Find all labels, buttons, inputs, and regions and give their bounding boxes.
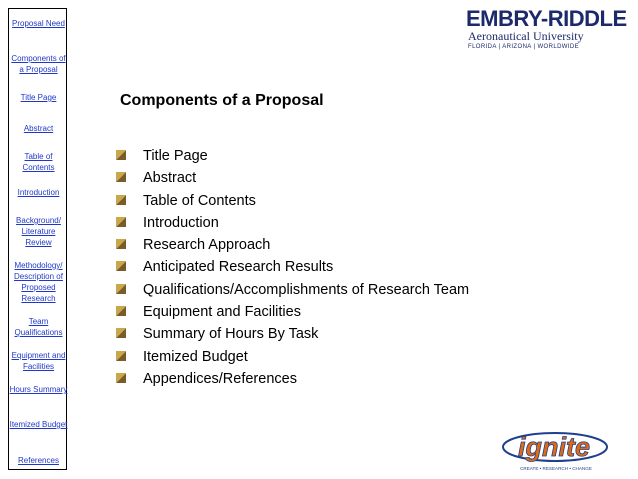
bullet-icon bbox=[116, 195, 126, 205]
sidebar-item-title-page[interactable]: Title Page bbox=[20, 93, 57, 102]
bullet-icon bbox=[116, 373, 126, 383]
ignite-logo bbox=[500, 425, 608, 473]
bullet-text: Research Approach bbox=[143, 237, 271, 254]
sidebar-item-proposal-need[interactable]: Proposal Need bbox=[12, 19, 65, 28]
sidebar-item-abstract[interactable]: Abstract bbox=[23, 124, 54, 133]
sidebar-item-introduction[interactable]: Introduction bbox=[17, 188, 60, 197]
bullet-text: Abstract bbox=[143, 170, 197, 187]
list-item bbox=[116, 370, 469, 392]
list-item bbox=[116, 147, 469, 169]
bullet-icon bbox=[116, 150, 126, 160]
bullet-icon bbox=[116, 217, 126, 227]
bullet-icon bbox=[116, 284, 126, 294]
list-item bbox=[116, 192, 469, 214]
sidebar-item-hours-summary[interactable]: Hours Summary bbox=[9, 385, 68, 394]
list-item bbox=[116, 169, 469, 191]
bullet-icon bbox=[116, 239, 126, 249]
bullet-text: Appendices/References bbox=[143, 370, 297, 387]
bullet-text: Anticipated Research Results bbox=[143, 259, 334, 276]
bullet-icon bbox=[116, 351, 126, 361]
bullet-icon bbox=[116, 172, 126, 182]
list-item bbox=[116, 303, 469, 325]
sidebar-item-team-qualifications[interactable]: Team Qualifications bbox=[14, 317, 63, 337]
list-item bbox=[116, 348, 469, 370]
sidebar-item-methodology[interactable]: Methodology/ Description of Proposed Research bbox=[14, 261, 63, 303]
logo-name: EMBRY-RIDDLE bbox=[466, 6, 627, 31]
bullet-text: Table of Contents bbox=[143, 192, 256, 209]
page-title: Components of a Proposal bbox=[120, 92, 324, 109]
ignite-word: ignite bbox=[518, 432, 590, 462]
embry-riddle-logo bbox=[466, 6, 627, 52]
sidebar-item-table-of-contents[interactable]: Table of Contents bbox=[22, 152, 55, 172]
list-item bbox=[116, 236, 469, 258]
sidebar-nav bbox=[8, 8, 67, 470]
bullet-text: Itemized Budget bbox=[143, 348, 248, 365]
bullet-icon bbox=[116, 328, 126, 338]
bullet-icon bbox=[116, 261, 126, 271]
sidebar-item-references[interactable]: References bbox=[18, 456, 59, 465]
bullet-text: Introduction bbox=[143, 214, 219, 231]
sidebar-item-components[interactable]: Components of a Proposal bbox=[11, 54, 66, 74]
list-item bbox=[116, 258, 469, 280]
list-item bbox=[116, 281, 469, 303]
logo-subtitle: Aeronautical University bbox=[468, 29, 584, 43]
logo-locations: FLORIDA | ARIZONA | WORLDWIDE bbox=[468, 44, 580, 50]
sidebar-item-background[interactable]: Background/ Literature Review bbox=[16, 216, 61, 247]
bullet-text: Equipment and Facilities bbox=[143, 304, 301, 321]
bullet-text: Title Page bbox=[143, 148, 208, 164]
bullet-text: Qualifications/Accomplishments of Research Team bbox=[143, 281, 470, 298]
bullet-text: Summary of Hours By Task bbox=[143, 326, 319, 343]
list-item bbox=[116, 214, 469, 236]
list-item bbox=[116, 325, 469, 347]
bullet-list bbox=[116, 147, 469, 392]
ignite-tagline: CREATE • RESEARCH • CHANGE bbox=[520, 466, 592, 471]
sidebar-item-itemized-budget[interactable]: Itemized Budget bbox=[9, 420, 68, 429]
sidebar-item-equipment[interactable]: Equipment and Facilities bbox=[11, 351, 66, 371]
bullet-icon bbox=[116, 306, 126, 316]
